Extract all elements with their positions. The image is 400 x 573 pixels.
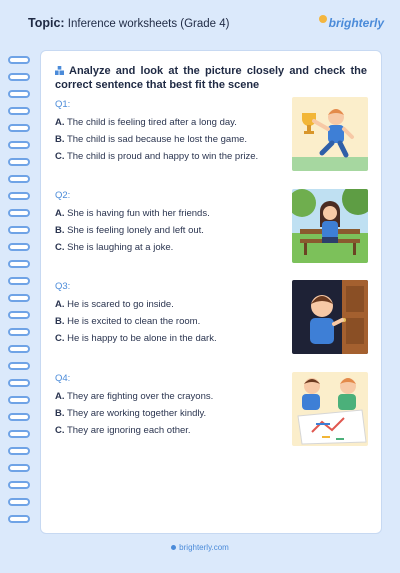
option-b[interactable] [55, 225, 265, 236]
header-bar [28, 10, 384, 36]
binding-ring [8, 73, 30, 81]
instruction-label: Analyze and look at the picture closely and check the correct sentence that best fit the scene [55, 65, 367, 91]
option-text: She is laughing at a joke. [67, 242, 174, 253]
option-text: He is happy to be alone in the dark. [67, 333, 217, 344]
option-c[interactable] [55, 425, 265, 436]
binding-ring [8, 243, 30, 251]
binding-ring [8, 311, 30, 319]
binding-ring [8, 277, 30, 285]
option-text: She is having fun with her friends. [67, 208, 210, 219]
question-2 [55, 190, 265, 259]
option-letter: A. [55, 208, 65, 219]
binding-ring [8, 379, 30, 387]
option-b[interactable] [55, 408, 265, 419]
question-3 [55, 281, 265, 350]
blocks-icon [55, 66, 64, 75]
option-c[interactable] [55, 151, 265, 162]
option-letter: B. [55, 134, 65, 145]
option-text: The child is sad because he lost the game. [66, 134, 248, 145]
binding-ring [8, 396, 30, 404]
binding-ring [8, 158, 30, 166]
option-letter: B. [55, 408, 65, 419]
binding-ring [8, 56, 30, 64]
option-letter: B. [55, 225, 65, 236]
option-letter: A. [55, 117, 65, 128]
binding-ring [8, 515, 30, 523]
worksheet-page [40, 50, 382, 534]
trophy-child-illustration [292, 97, 368, 171]
logo-text: brighterly [328, 16, 384, 30]
binding-ring [8, 107, 30, 115]
binding-ring [8, 209, 30, 217]
binding-ring [8, 498, 30, 506]
binding-ring [8, 345, 30, 353]
topic-value: Inference worksheets (Grade 4) [67, 18, 230, 30]
option-text: They are ignoring each other. [66, 425, 191, 436]
option-letter: C. [55, 151, 65, 162]
binding-ring [8, 90, 30, 98]
binding-ring [8, 481, 30, 489]
option-text: He is excited to clean the room. [67, 316, 201, 327]
lonely-girl-illustration [292, 189, 368, 263]
option-a[interactable] [55, 117, 265, 128]
option-letter: B. [55, 316, 65, 327]
binding-ring [8, 260, 30, 268]
topic-line [28, 16, 230, 30]
question-label: Q1: [55, 99, 71, 110]
binding-ring [8, 175, 30, 183]
binding-ring [8, 464, 30, 472]
option-c[interactable] [55, 242, 265, 253]
instruction-text [55, 65, 367, 92]
option-b[interactable] [55, 316, 265, 327]
option-b[interactable] [55, 134, 265, 145]
binding-ring [8, 192, 30, 200]
option-a[interactable] [55, 299, 265, 310]
option-text: The child is proud and happy to win the prize. [66, 151, 259, 162]
question-label: Q3: [55, 281, 71, 292]
binding-ring [8, 430, 30, 438]
footer [0, 543, 400, 552]
option-letter: C. [55, 425, 65, 436]
globe-icon [171, 545, 176, 550]
brand-logo [319, 16, 384, 30]
option-letter: C. [55, 333, 65, 344]
question-label: Q2: [55, 190, 71, 201]
binding-ring [8, 447, 30, 455]
option-text: She is feeling lonely and left out. [67, 225, 204, 236]
logo-dot-icon [319, 15, 327, 23]
binding-ring [8, 362, 30, 370]
footer-url[interactable]: brighterly.com [179, 543, 229, 552]
option-text: They are working together kindly. [66, 408, 207, 419]
option-text: The child is feeling tired after a long day. [66, 117, 237, 128]
binding-ring [8, 294, 30, 302]
kids-drawing-illustration [292, 372, 368, 446]
binding-ring [8, 328, 30, 336]
option-letter: A. [55, 299, 65, 310]
binding-ring [8, 226, 30, 234]
binding-ring [8, 141, 30, 149]
option-text: They are fighting over the crayons. [66, 391, 214, 402]
scared-boy-illustration [292, 280, 368, 354]
question-4 [55, 373, 265, 442]
spiral-binding [8, 56, 32, 526]
option-c[interactable] [55, 333, 265, 344]
topic-label: Topic: [28, 16, 65, 30]
option-letter: C. [55, 242, 65, 253]
option-a[interactable] [55, 391, 265, 402]
option-a[interactable] [55, 208, 265, 219]
option-letter: A. [55, 391, 65, 402]
binding-ring [8, 124, 30, 132]
option-text: He is scared to go inside. [67, 299, 174, 310]
question-label: Q4: [55, 373, 71, 384]
binding-ring [8, 413, 30, 421]
question-1 [55, 99, 265, 168]
